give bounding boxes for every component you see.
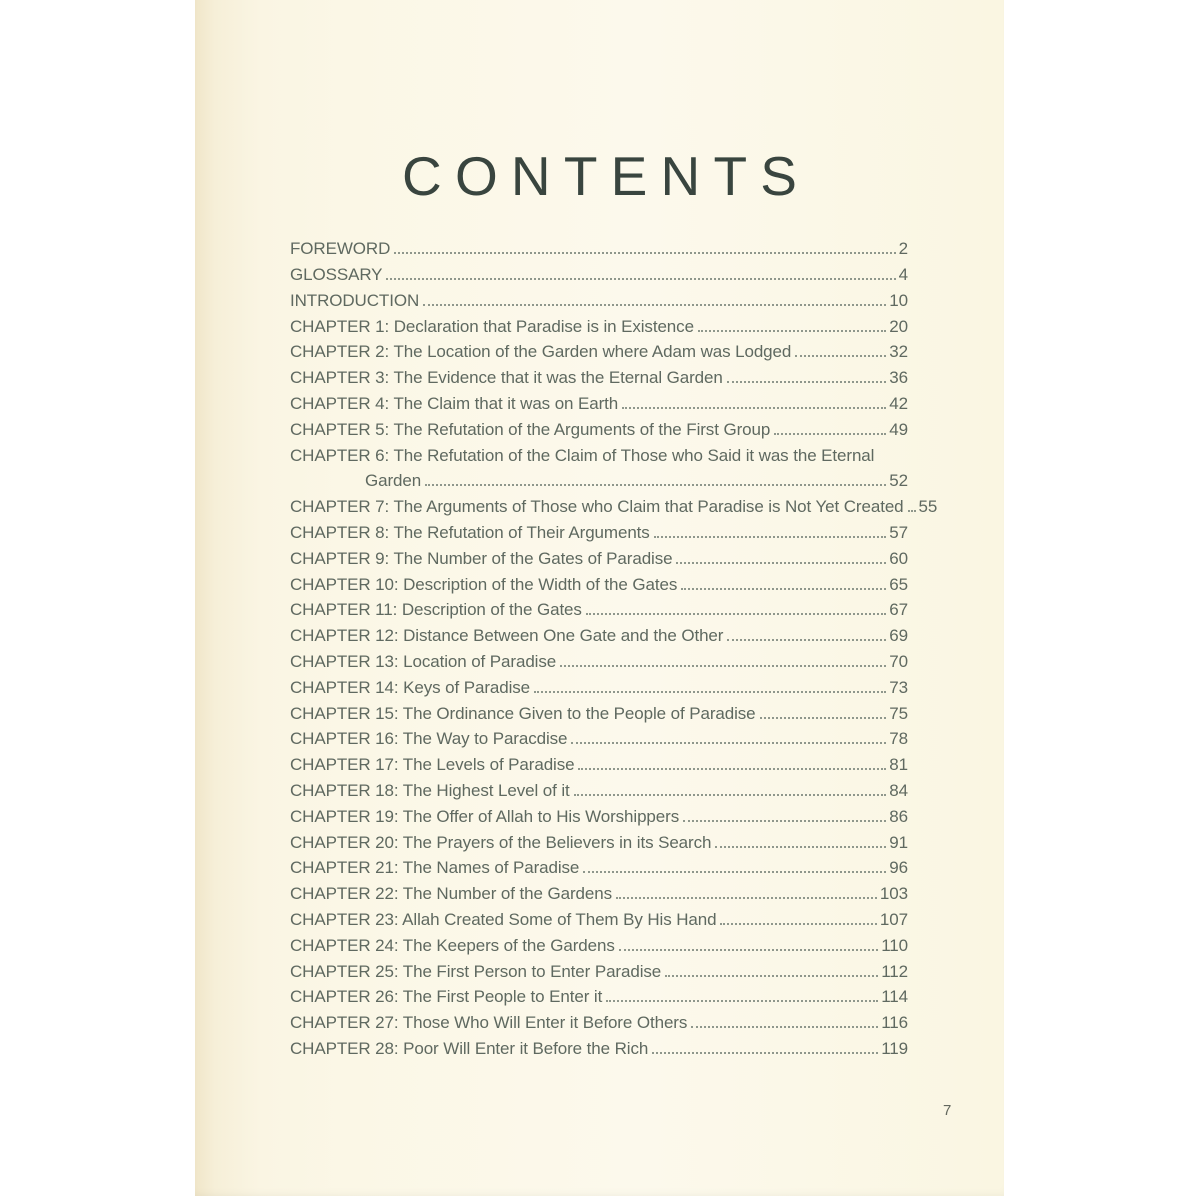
toc-entry: [290, 439, 908, 465]
toc-entry-page-number: 107: [879, 909, 908, 929]
page-title: CONTENTS: [402, 145, 811, 207]
toc-entry: [290, 877, 908, 903]
toc-entry: [290, 413, 908, 439]
toc-leader-dots: [715, 846, 886, 848]
toc-entry: [290, 697, 908, 723]
toc-entry: [290, 774, 908, 800]
toc-leader-dots: [578, 768, 886, 770]
toc-entry-page-number: 36: [889, 368, 908, 388]
toc-leader-dots: [560, 665, 886, 667]
toc-entry: [290, 723, 908, 749]
toc-leader-dots: [681, 588, 886, 590]
toc-leader-dots: [583, 871, 886, 873]
toc-entry: [290, 387, 908, 413]
toc-leader-dots: [698, 330, 886, 332]
footer-page-number: 7: [943, 1102, 952, 1119]
toc-entry: [290, 955, 908, 981]
toc-leader-dots: [795, 355, 886, 357]
toc-entry-label: CHAPTER 16: The Way to Paracdise: [290, 729, 568, 749]
toc-leader-dots: [423, 304, 886, 306]
toc-entry: [290, 310, 908, 336]
toc-entry-page-number: 60: [889, 548, 908, 568]
toc-entry-page-number: 81: [889, 755, 908, 775]
toc-entry-page-number: 49: [889, 419, 908, 439]
toc-entry-page-number: 96: [889, 858, 908, 878]
toc-entry-page-number: 103: [879, 884, 908, 904]
toc-leader-dots: [386, 278, 895, 280]
toc-leader-dots: [571, 742, 886, 744]
toc-entry-label: CHAPTER 6: The Refutation of the Claim of Those who Said it was the Eternal: [290, 445, 875, 465]
toc-entry-label: CHAPTER 11: Description of the Gates: [290, 600, 582, 620]
toc-entry: [290, 748, 908, 774]
toc-entry-page-number: 78: [889, 729, 908, 749]
toc-entry-label: CHAPTER 20: The Prayers of the Believers in its Search: [290, 832, 712, 852]
toc-entry: [290, 929, 908, 955]
toc-leader-dots: [394, 252, 895, 254]
toc-entry-label: CHAPTER 15: The Ordinance Given to the People of Paradise: [290, 703, 756, 723]
toc-entry: [290, 1006, 908, 1032]
toc-leader-dots: [727, 639, 886, 641]
toc-entry-label: CHAPTER 12: Distance Between One Gate and the Other: [290, 626, 724, 646]
toc-leader-dots: [720, 923, 876, 925]
toc-entry-label: CHAPTER 26: The First People to Enter it: [290, 987, 603, 1007]
toc-entry-label: CHAPTER 24: The Keepers of the Gardens: [290, 935, 615, 955]
toc-leader-dots: [619, 949, 878, 951]
toc-entry-label: CHAPTER 19: The Offer of Allah to His Worshippers: [290, 806, 680, 826]
toc-leader-dots: [616, 897, 877, 899]
toc-entry-page-number: 32: [889, 342, 908, 362]
toc-entry-label: CHAPTER 4: The Claim that it was on Earth: [290, 394, 619, 414]
toc-entry-label: CHAPTER 28: Poor Will Enter it Before the Rich: [290, 1038, 649, 1058]
toc-entry-page-number: 52: [889, 471, 908, 491]
toc-leader-dots: [908, 510, 916, 512]
toc-entry: [290, 903, 908, 929]
toc-entry-label: CHAPTER 21: The Names of Paradise: [290, 858, 580, 878]
toc-entry-page-number: 114: [881, 987, 908, 1007]
toc-entry-page-number: 10: [889, 290, 908, 310]
toc-entry-label: FOREWORD: [290, 239, 391, 259]
toc-entry: [290, 619, 908, 645]
toc-entry: [290, 516, 908, 542]
toc-entry: [290, 465, 908, 491]
toc-entry-page-number: 20: [889, 316, 908, 336]
toc-entry: [290, 568, 908, 594]
toc-entry-page-number: 112: [881, 961, 908, 981]
toc-entry: [290, 852, 908, 878]
toc-leader-dots: [665, 975, 878, 977]
toc-entry-label: CHAPTER 8: The Refutation of Their Arguments: [290, 523, 650, 543]
toc-entry: [290, 490, 938, 517]
toc-entry-label: CHAPTER 14: Keys of Paradise: [290, 677, 531, 697]
toc-entry-page-number: 4: [898, 265, 908, 285]
toc-entry-label: INTRODUCTION: [290, 290, 420, 310]
toc-entry-page-number: 91: [889, 832, 908, 852]
toc-entry: [290, 671, 908, 697]
toc-leader-dots: [574, 794, 887, 796]
toc-entry: [290, 645, 908, 671]
toc-entry-label: CHAPTER 3: The Evidence that it was the Eternal Garden: [290, 368, 723, 388]
toc-entry-label: CHAPTER 9: The Number of the Gates of Paradise: [290, 548, 673, 568]
toc-leader-dots: [606, 1000, 878, 1002]
toc-entry-page-number: 116: [881, 1013, 908, 1033]
toc-entry: [290, 1032, 908, 1058]
toc-entry: [290, 826, 908, 852]
toc-leader-dots: [425, 484, 886, 486]
toc-entry-label: GLOSSARY: [290, 265, 383, 285]
toc-entry-label: CHAPTER 1: Declaration that Paradise is in Existence: [290, 316, 694, 336]
toc-leader-dots: [534, 691, 886, 693]
toc-leader-dots: [760, 717, 887, 719]
toc-leader-dots: [652, 1052, 878, 1054]
toc-entry-label: Garden: [365, 471, 422, 491]
toc-entry-page-number: 110: [881, 935, 908, 955]
toc-entry-label: CHAPTER 17: The Levels of Paradise: [290, 755, 575, 775]
toc-entry-page-number: 75: [889, 703, 908, 723]
toc-entry: [290, 800, 908, 826]
toc-entry-page-number: 84: [889, 781, 908, 800]
toc-leader-dots: [586, 613, 886, 615]
toc-list: [290, 233, 938, 1059]
toc-entry-page-number: 67: [889, 600, 908, 620]
toc-entry: [290, 258, 908, 284]
toc-leader-dots: [654, 536, 887, 538]
toc-entry-page-number: 73: [889, 677, 908, 697]
toc-leader-dots: [676, 562, 886, 564]
toc-entry-label: CHAPTER 13: Location of Paradise: [290, 652, 557, 672]
toc-entry: [290, 981, 908, 1007]
toc-entry-page-number: 42: [889, 394, 908, 414]
toc-entry-page-number: 70: [889, 652, 908, 672]
toc-entry-label: CHAPTER 27: Those Who Will Enter it Before Others: [290, 1013, 688, 1033]
toc-leader-dots: [622, 407, 886, 409]
toc-entry-label: CHAPTER 22: The Number of the Gardens: [290, 884, 612, 904]
toc-leader-dots: [774, 433, 886, 435]
toc-entry: [290, 594, 908, 620]
toc-entry-label: CHAPTER 10: Description of the Width of the Gates: [290, 574, 678, 594]
toc-entry-page-number: 2: [898, 239, 908, 259]
toc-entry-label: CHAPTER 5: The Refutation of the Arguments of the First Group: [290, 419, 771, 439]
toc-leader-dots: [691, 1026, 878, 1028]
toc-entry-page-number: 69: [889, 626, 908, 646]
book-page: [195, 0, 1004, 1196]
toc-entry-label: CHAPTER 25: The First Person to Enter Paradise: [290, 961, 662, 981]
toc-leader-dots: [727, 381, 887, 383]
toc-entry-label: CHAPTER 7: The Arguments of Those who Claim that Paradise is Not Yet Created: [290, 497, 904, 517]
toc-entry: [290, 336, 908, 362]
toc-entry-page-number: 57: [889, 523, 908, 543]
toc-entry-label: CHAPTER 2: The Location of the Garden where Adam was Lodged: [290, 342, 792, 362]
toc-entry-label: CHAPTER 23: Allah Created Some of Them By His Hand: [290, 909, 717, 929]
toc-entry-page-number: 65: [889, 574, 908, 594]
toc-entry: [290, 233, 908, 259]
toc-entry: [290, 284, 908, 310]
toc-entry: [290, 361, 908, 387]
toc-entry-page-number: 86: [889, 806, 908, 826]
toc-entry-label: CHAPTER 18: The Highest Level of it: [290, 781, 570, 800]
toc-entry-page-number: 119: [881, 1038, 908, 1058]
toc-leader-dots: [683, 820, 886, 822]
toc-entry: [290, 542, 908, 568]
toc-entry-page-number: 55: [918, 497, 938, 517]
